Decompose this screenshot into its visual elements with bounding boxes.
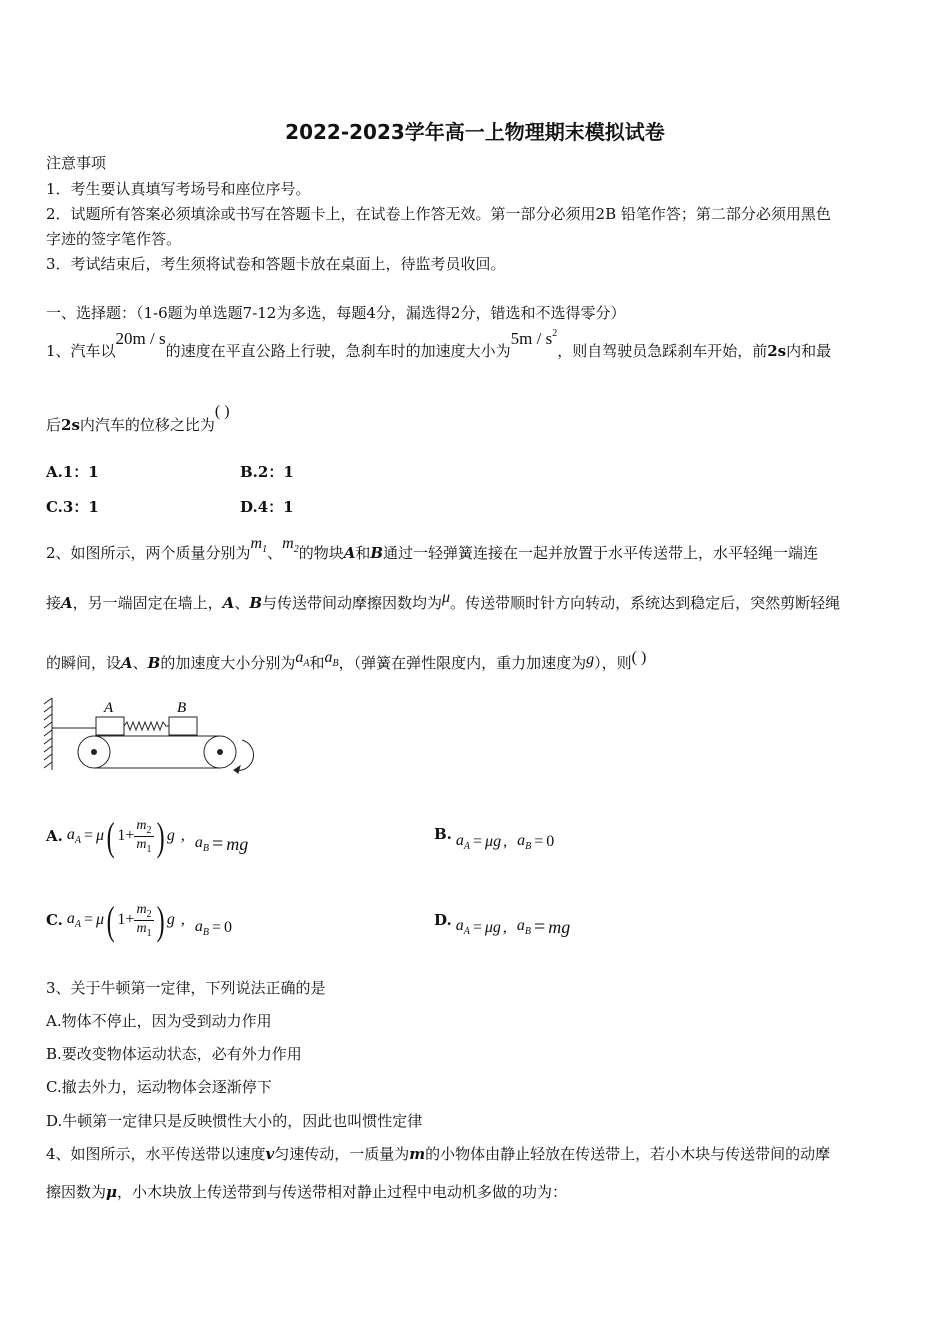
question-2-line-2: 接A，另一端固定在墙上，A、B与传送带间动摩擦因数均为μ。传送带顺时针方向转动，系统达到稳定后，突然剪断轻绳: [46, 589, 841, 612]
option-a[interactable]: A.1：1: [46, 463, 99, 481]
question-1-line-2: 后2s内汽车的位移之比为( ): [46, 403, 230, 434]
option-c[interactable]: C. $a_A$ = μ ( 1+ $\frac{m_2}{m_1}$ ) g , $a_B$ = 0: [46, 897, 233, 943]
option-a[interactable]: A. $a_A$ = μ ( 1+ $\frac{m_2}{m_1}$ ) g , $a_B$ = mg: [46, 813, 249, 859]
option-c[interactable]: C.3：1: [46, 498, 99, 516]
option-b[interactable]: B.2：1: [240, 463, 294, 481]
question-4-line-2: 擦因数为μ，小木块放上传送带到与传送带相对静止过程中电动机多做的功为：: [46, 1183, 568, 1201]
block-b-label: B: [177, 700, 187, 716]
option-c[interactable]: C.撤去外力，运动物体会逐渐停下: [46, 1078, 272, 1096]
question-2-line-1: 2、如图所示，两个质量分别为$m_1$、$m_2$的物块A和B通过一轻弹簧连接在一起并放置于水平传送带上，水平轻绳一端连: [46, 535, 819, 562]
option-d[interactable]: D. $a_A$ = μg , $a_B$ = mg: [434, 910, 571, 938]
answer-blank: ( ): [631, 649, 647, 666]
option-d[interactable]: D.牛顿第一定律只是反映惯性大小的，因此也叫惯性定律: [46, 1112, 423, 1130]
option-a[interactable]: A.物体不停止，因为受到动力作用: [46, 1012, 272, 1030]
block-a-label: A: [104, 700, 114, 716]
option-d[interactable]: D.4：1: [240, 498, 294, 516]
initial-speed: 20m / s: [115, 329, 166, 348]
option-b[interactable]: B. $a_A$ = μg , $a_B$ = 0: [434, 825, 555, 853]
pulley-axle: [217, 749, 223, 755]
pulley-axle: [91, 749, 97, 755]
notice-item: 1．考生要认真填写考场号和座位序号。: [46, 180, 311, 198]
notice-heading: 注意事项: [46, 154, 107, 172]
notice-item: 2．试题所有答案必须填涂或书写在答题卡上，在试卷上作答无效。第一部分必须用2B 铅笔作答；第二部分必须用黑色: [46, 205, 831, 223]
notice-item: 字迹的签字笔作答。: [46, 230, 182, 248]
question-1-line-1: 1、汽车以20m / s的速度在平直公路上行驶，急刹车时的加速度大小为$5m / s^2$，则自驾驶员急踩刹车开始，前2s内和最: [46, 328, 832, 360]
page-title: 2022-2023学年高一上物理期末模拟试卷: [285, 120, 665, 144]
question-4-line-1: 4、如图所示，水平传送带以速度v匀速传动，一质量为m的小物体由静止轻放在传送带上，若小木块与传送带间的动摩: [46, 1145, 831, 1163]
answer-blank: ( ): [214, 403, 230, 420]
conveyor-belt-figure: [42, 694, 254, 776]
section-heading: 一、选择题：（1-6题为单选题7-12为多选，每题4分，漏选得2分，错选和不选得零分）: [46, 304, 626, 322]
question-3-stem: 3、关于牛顿第一定律，下列说法正确的是: [46, 979, 326, 997]
notice-item: 3．考试结束后，考生须将试卷和答题卡放在桌面上，待监考员收回。: [46, 255, 506, 273]
deceleration: 5m / s: [510, 329, 553, 348]
question-2-line-3: 的瞬间，设A、B的加速度大小分别为$a_A$和$a_B$，（弹簧在弹性限度内，重力加速度为g），则( ): [46, 649, 647, 672]
option-b[interactable]: B.要改变物体运动状态，必有外力作用: [46, 1045, 302, 1063]
